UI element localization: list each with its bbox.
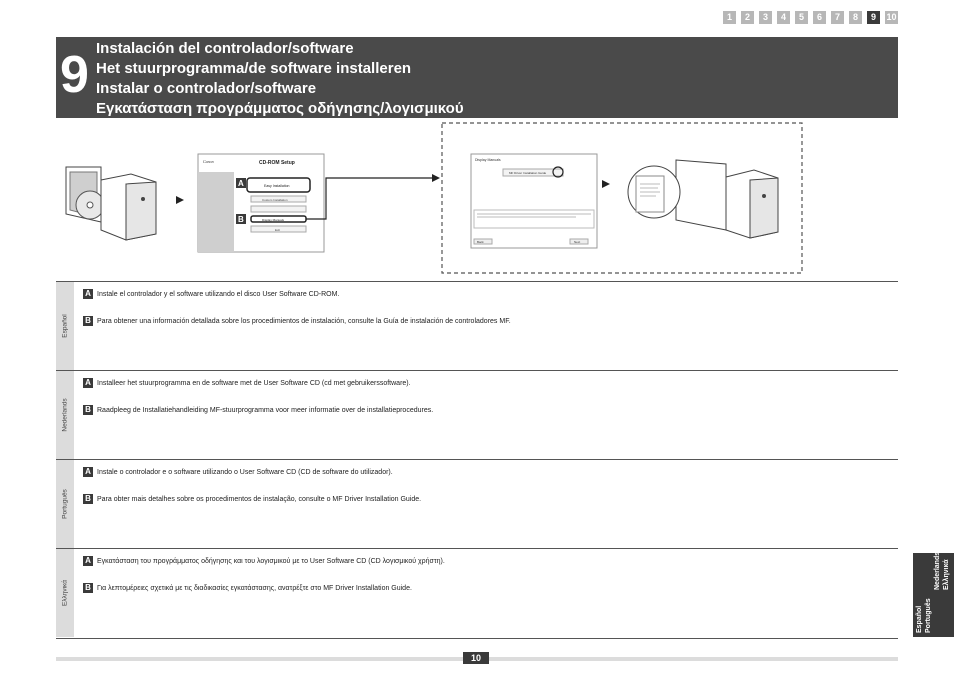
step-b-text: Para obtener una información detallada sobre los procedimientos de instalación, consulte la Guía de instalación de controladores MF.: [97, 317, 511, 325]
step-1: 1: [723, 11, 736, 24]
lang-tab-el: Ελληνικά: [943, 559, 950, 590]
step-7: 7: [831, 11, 844, 24]
svg-text:MF Driver Installation Guide: MF Driver Installation Guide: [509, 171, 547, 175]
title-pt: Instalar o controlador/software: [96, 80, 317, 97]
section-ellinika: [56, 548, 898, 637]
lang-tab-nl: Nederlands: [934, 551, 941, 590]
monitor-with-manual-icon: [628, 160, 778, 238]
step-3: 3: [759, 11, 772, 24]
step-b-text: Para obter mais detalhes sobre os procedimentos de instalação, consulte o MF Driver Installation Guide.: [97, 495, 422, 503]
badge-b: B: [83, 494, 93, 504]
badge-a: A: [83, 378, 93, 388]
section-nederlands: [56, 370, 898, 459]
step-a-text: Instale el controlador y el software utilizando el disco User Software CD-ROM.: [97, 290, 340, 298]
page-number: 10: [463, 652, 489, 664]
canon-brand: Canon: [203, 159, 214, 164]
svg-text:Display Manuals: Display Manuals: [262, 218, 285, 222]
svg-text:Easy Installation: Easy Installation: [264, 184, 290, 188]
step-b-text: Για λεπτομέρειες σχετικά με τις διαδικασίες εγκατάστασης, ανατρέξτε στο MF Driver Installation Guide.: [97, 584, 412, 592]
badge-a: A: [238, 179, 244, 188]
installation-illustration: [56, 122, 898, 280]
step-a-text: Instale o controlador e o software utilizando o User Software CD (CD de software do utilizador).: [97, 468, 393, 476]
lang-tab-pt: Português: [925, 598, 932, 633]
svg-text:Next: Next: [574, 240, 581, 244]
step-b-text: Raadpleeg de Installatiehandleiding MF-stuurprogramma voor meer informatie over de installatieprocedures.: [97, 406, 434, 414]
badge-b: B: [83, 583, 93, 593]
step-10: 10: [886, 12, 897, 22]
cd-rom-setup-window: [198, 154, 324, 252]
language-label: Ελληνικά: [61, 579, 69, 607]
arrow-right-icon: [176, 196, 184, 204]
display-manuals-window: [471, 154, 597, 248]
step-a-text: Installeer het stuurprogramma en de software met de User Software CD (cd met gebruikerssoftware).: [97, 379, 411, 387]
badge-a: A: [83, 289, 93, 299]
setup-title: CD-ROM Setup: [259, 160, 295, 166]
computer-cd-icon: [66, 167, 156, 240]
section-portugues: [56, 459, 898, 548]
title-es: Instalación del controlador/software: [96, 40, 354, 57]
badge-b: B: [83, 316, 93, 326]
step-4: 4: [777, 11, 790, 24]
badge-b: B: [238, 215, 244, 224]
step-2: 2: [741, 11, 754, 24]
step-5: 5: [795, 11, 808, 24]
section-titles: [96, 39, 464, 119]
section-banner: [56, 37, 898, 118]
divider: [56, 638, 898, 639]
step-a-text: Εγκατάσταση του προγράμματος οδήγησης και του λογισμικού με το User Software CD (CD λογισμικού χρήστη).: [97, 557, 445, 565]
illustration-svg: [56, 122, 898, 280]
arrow-right-icon: [602, 180, 610, 188]
language-label: Nederlands: [61, 398, 69, 432]
section-espanol: [56, 281, 898, 370]
section-number: 9: [60, 46, 89, 104]
lang-tab-es: Español: [916, 605, 923, 633]
step-6: 6: [813, 11, 826, 24]
language-tab: [913, 553, 954, 637]
language-label: Português: [61, 489, 69, 519]
svg-text:Exit: Exit: [275, 228, 281, 232]
svg-text:Custom Installation: Custom Installation: [262, 198, 288, 202]
title-el: Εγκατάσταση προγράμματος οδήγησης/λογισμικού: [96, 100, 464, 117]
step-indicator: [723, 11, 898, 24]
badge-b: B: [83, 405, 93, 415]
svg-text:Back: Back: [477, 240, 484, 244]
language-label: Español: [61, 314, 69, 338]
svg-text:Display Manuals: Display Manuals: [475, 158, 501, 162]
badge-a: A: [83, 556, 93, 566]
badge-a: A: [83, 467, 93, 477]
step-9: 9: [867, 11, 880, 24]
step-8: 8: [849, 11, 862, 24]
title-nl: Het stuurprogramma/de software installeren: [96, 60, 412, 77]
